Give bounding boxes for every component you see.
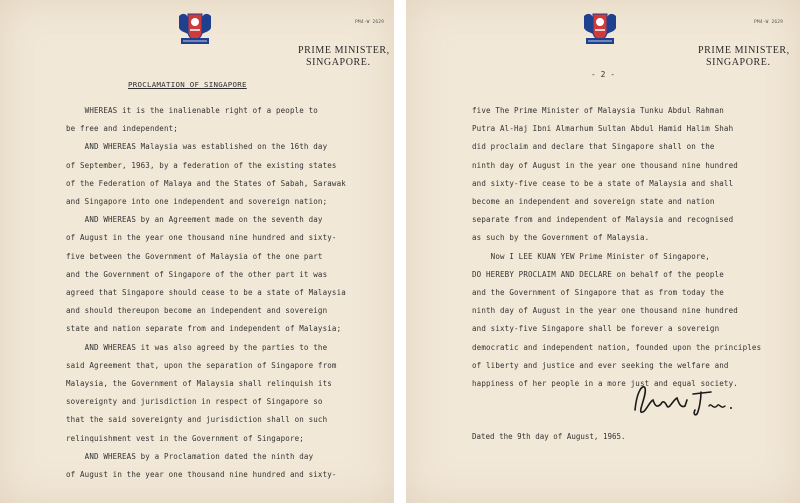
text-line: relinquishment vest in the Government of Singapore; bbox=[66, 433, 304, 443]
office-heading bbox=[298, 45, 390, 69]
text-line: of September, 1963, by a federation of the existing states bbox=[66, 160, 337, 170]
office-line-1: PRIME MINISTER, bbox=[698, 45, 790, 56]
text-line: DO HEREBY PROCLAIM AND DECLARE on behalf of the people bbox=[472, 269, 724, 279]
page-1-text bbox=[66, 102, 346, 484]
text-line: five between the Government of Malaysia of the one part bbox=[66, 251, 323, 261]
office-line-1: PRIME MINISTER, bbox=[298, 45, 390, 56]
text-line: separate from and independent of Malaysia and recognised bbox=[472, 215, 734, 225]
text-line: did proclaim and declare that Singapore shall on the bbox=[472, 142, 715, 152]
text-line: of August in the year one thousand nine hundred and sixty- bbox=[66, 233, 337, 243]
text-line: Malaysia, the Government of Malaysia shall relinquish its bbox=[66, 379, 332, 389]
text-line: that the said sovereignty and jurisdiction shall on such bbox=[66, 415, 328, 425]
text-line: and sixty-five cease to be a state of Malaysia and shall bbox=[472, 178, 734, 188]
text-line: democratic and independent nation, founded upon the principles bbox=[472, 342, 762, 352]
text-line: become an independent and sovereign state and nation bbox=[472, 197, 715, 207]
reference-code: PM4-W 2629 bbox=[355, 20, 385, 25]
text-line: happiness of her people in a more just and equal society. bbox=[472, 379, 738, 389]
text-line: and Singapore into one independent and sovereign nation; bbox=[66, 197, 328, 207]
text-line: and should thereupon become an independent and sovereign bbox=[66, 306, 328, 316]
signature bbox=[631, 380, 741, 420]
office-line-2: SINGAPORE. bbox=[306, 57, 371, 68]
text-line: and sixty-five Singapore shall be forever a sovereign bbox=[472, 324, 720, 334]
text-line: AND WHEREAS by an Agreement made on the seventh day bbox=[66, 215, 323, 225]
text-line: AND WHEREAS by a Proclamation dated the ninth day bbox=[66, 451, 314, 461]
coat-of-arms-icon bbox=[578, 8, 622, 52]
dated-line: Dated the 9th day of August, 1965. bbox=[472, 432, 626, 441]
text-line: Putra Al-Haj Ibni Almarhum Sultan Abdul Hamid Halim Shah bbox=[472, 124, 734, 134]
text-line: five The Prime Minister of Malaysia Tunku Abdul Rahman bbox=[472, 106, 724, 115]
text-line: WHEREAS it is the inalienable right of a people to bbox=[66, 106, 318, 115]
proclamation-page-1 bbox=[0, 0, 394, 503]
text-line: and the Government of Singapore of the other part it was bbox=[66, 269, 328, 279]
text-line: AND WHEREAS it was also agreed by the parties to the bbox=[66, 342, 328, 352]
text-line: ninth day of August in the year one thousand nine hundred bbox=[472, 306, 738, 316]
text-line: of the Federation of Malaya and the States of Sabah, Sarawak bbox=[66, 178, 346, 188]
text-line: of August in the year one thousand nine hundred and sixty- bbox=[66, 470, 337, 480]
office-heading bbox=[698, 45, 790, 69]
coat-of-arms-icon bbox=[173, 8, 217, 52]
page-number: - 2 - bbox=[591, 70, 616, 79]
text-line: state and nation separate from and independent of Malaysia; bbox=[66, 324, 342, 334]
proclamation-title: PROCLAMATION OF SINGAPORE bbox=[128, 80, 247, 89]
text-line: sovereignty and jurisdiction in respect of Singapore so bbox=[66, 397, 323, 407]
proclamation-page-2 bbox=[406, 0, 800, 503]
text-line: of liberty and justice and ever seeking the welfare and bbox=[472, 360, 729, 370]
office-line-2: SINGAPORE. bbox=[706, 57, 771, 68]
text-line: as such by the Government of Malaysia. bbox=[472, 233, 650, 243]
text-line: be free and independent; bbox=[66, 124, 178, 134]
text-line: said Agreement that, upon the separation of Singapore from bbox=[66, 360, 337, 370]
text-line: agreed that Singapore should cease to be a state of Malaysia bbox=[66, 288, 346, 298]
page-2-text bbox=[472, 102, 761, 393]
text-line: AND WHEREAS Malaysia was established on the 16th day bbox=[66, 142, 328, 152]
text-line: Now I LEE KUAN YEW Prime Minister of Singapore, bbox=[472, 251, 710, 261]
text-line: ninth day of August in the year one thousand nine hundred bbox=[472, 160, 738, 170]
reference-code: PM4-W 2629 bbox=[754, 20, 784, 25]
text-line: and the Government of Singapore that as from today the bbox=[472, 288, 724, 298]
